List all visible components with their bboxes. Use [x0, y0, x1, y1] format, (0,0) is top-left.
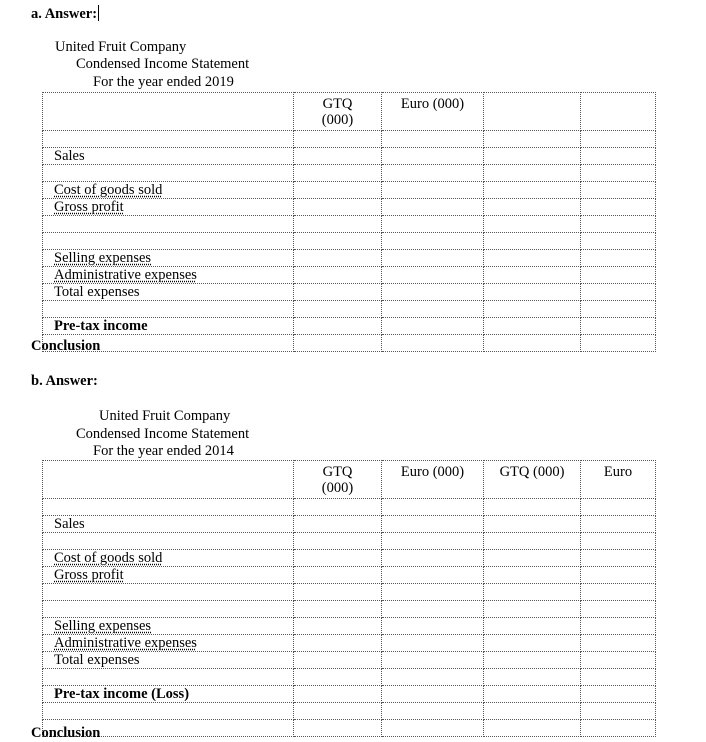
table-row-selling: [43, 250, 656, 267]
table-row-pretax: [43, 318, 656, 335]
table-row: [43, 533, 656, 550]
row-label: Gross profit: [54, 199, 124, 215]
row-label: Gross profit: [54, 567, 124, 583]
table-row: [43, 165, 656, 182]
col-header-gtq: GTQ (000): [294, 461, 382, 499]
table-row-pretax: [43, 686, 656, 703]
col-header-euro-2: Euro: [581, 461, 656, 499]
col-header-euro: Euro (000): [382, 461, 484, 499]
col-header-gtq-2: GTQ (000): [484, 461, 581, 499]
table-row-gross-profit: [43, 567, 656, 584]
row-label: Administrative expenses: [54, 267, 197, 283]
table-row-total-expenses: [43, 284, 656, 301]
table-row-cogs: [43, 550, 656, 567]
row-label: Cost of goods sold: [54, 182, 163, 198]
income-statement-table-b: [42, 460, 656, 737]
statement-period-a: For the year ended 2019: [93, 74, 234, 90]
col-header-blank: [484, 93, 581, 131]
company-name-b: United Fruit Company: [99, 408, 231, 424]
answer-b-heading: b. Answer:: [31, 373, 98, 389]
row-label: Sales: [54, 516, 85, 532]
table-row-sales: [43, 516, 656, 533]
row-label: Pre-tax income (Loss): [54, 686, 190, 702]
statement-period-b: For the year ended 2014: [93, 443, 234, 459]
statement-title-a: Condensed Income Statement: [76, 56, 250, 72]
row-label: Selling expenses: [54, 250, 152, 266]
table-row-admin: [43, 267, 656, 284]
table-row-gross-profit: [43, 199, 656, 216]
table-row-admin: [43, 635, 656, 652]
table-header-row: [43, 461, 656, 499]
table-row: [43, 499, 656, 516]
table-row: [43, 720, 656, 737]
col-header-blank: [581, 93, 656, 131]
table-row: [43, 216, 656, 233]
row-label: Total expenses: [54, 652, 140, 668]
answer-a-heading: a. Answer:: [31, 6, 98, 22]
table-row: [43, 335, 656, 352]
table-row: [43, 703, 656, 720]
row-label: Administrative expenses: [54, 635, 197, 651]
row-label: Total expenses: [54, 284, 140, 300]
table-row: [43, 601, 656, 618]
table-row-selling: [43, 618, 656, 635]
table-row: [43, 233, 656, 250]
statement-title-b: Condensed Income Statement: [76, 426, 250, 442]
row-label: Pre-tax income: [54, 318, 148, 334]
table-row: [43, 131, 656, 148]
table-row-cogs: [43, 182, 656, 199]
table-row-sales: [43, 148, 656, 165]
table-header-row: [43, 93, 656, 131]
table-row: [43, 669, 656, 686]
table-row: [43, 301, 656, 318]
col-header-euro: Euro (000): [382, 93, 484, 131]
income-statement-table-a: [42, 92, 656, 352]
table-row-total-expenses: [43, 652, 656, 669]
row-label: Cost of goods sold: [54, 550, 163, 566]
row-label: Selling expenses: [54, 618, 152, 634]
conclusion-b-heading: Conclusion: [31, 725, 101, 741]
text-cursor: [98, 5, 99, 21]
conclusion-a-heading: Conclusion: [31, 338, 101, 354]
col-header-gtq: GTQ (000): [294, 93, 382, 131]
table-row: [43, 584, 656, 601]
company-name-a: United Fruit Company: [55, 39, 187, 55]
row-label: Sales: [54, 148, 85, 164]
